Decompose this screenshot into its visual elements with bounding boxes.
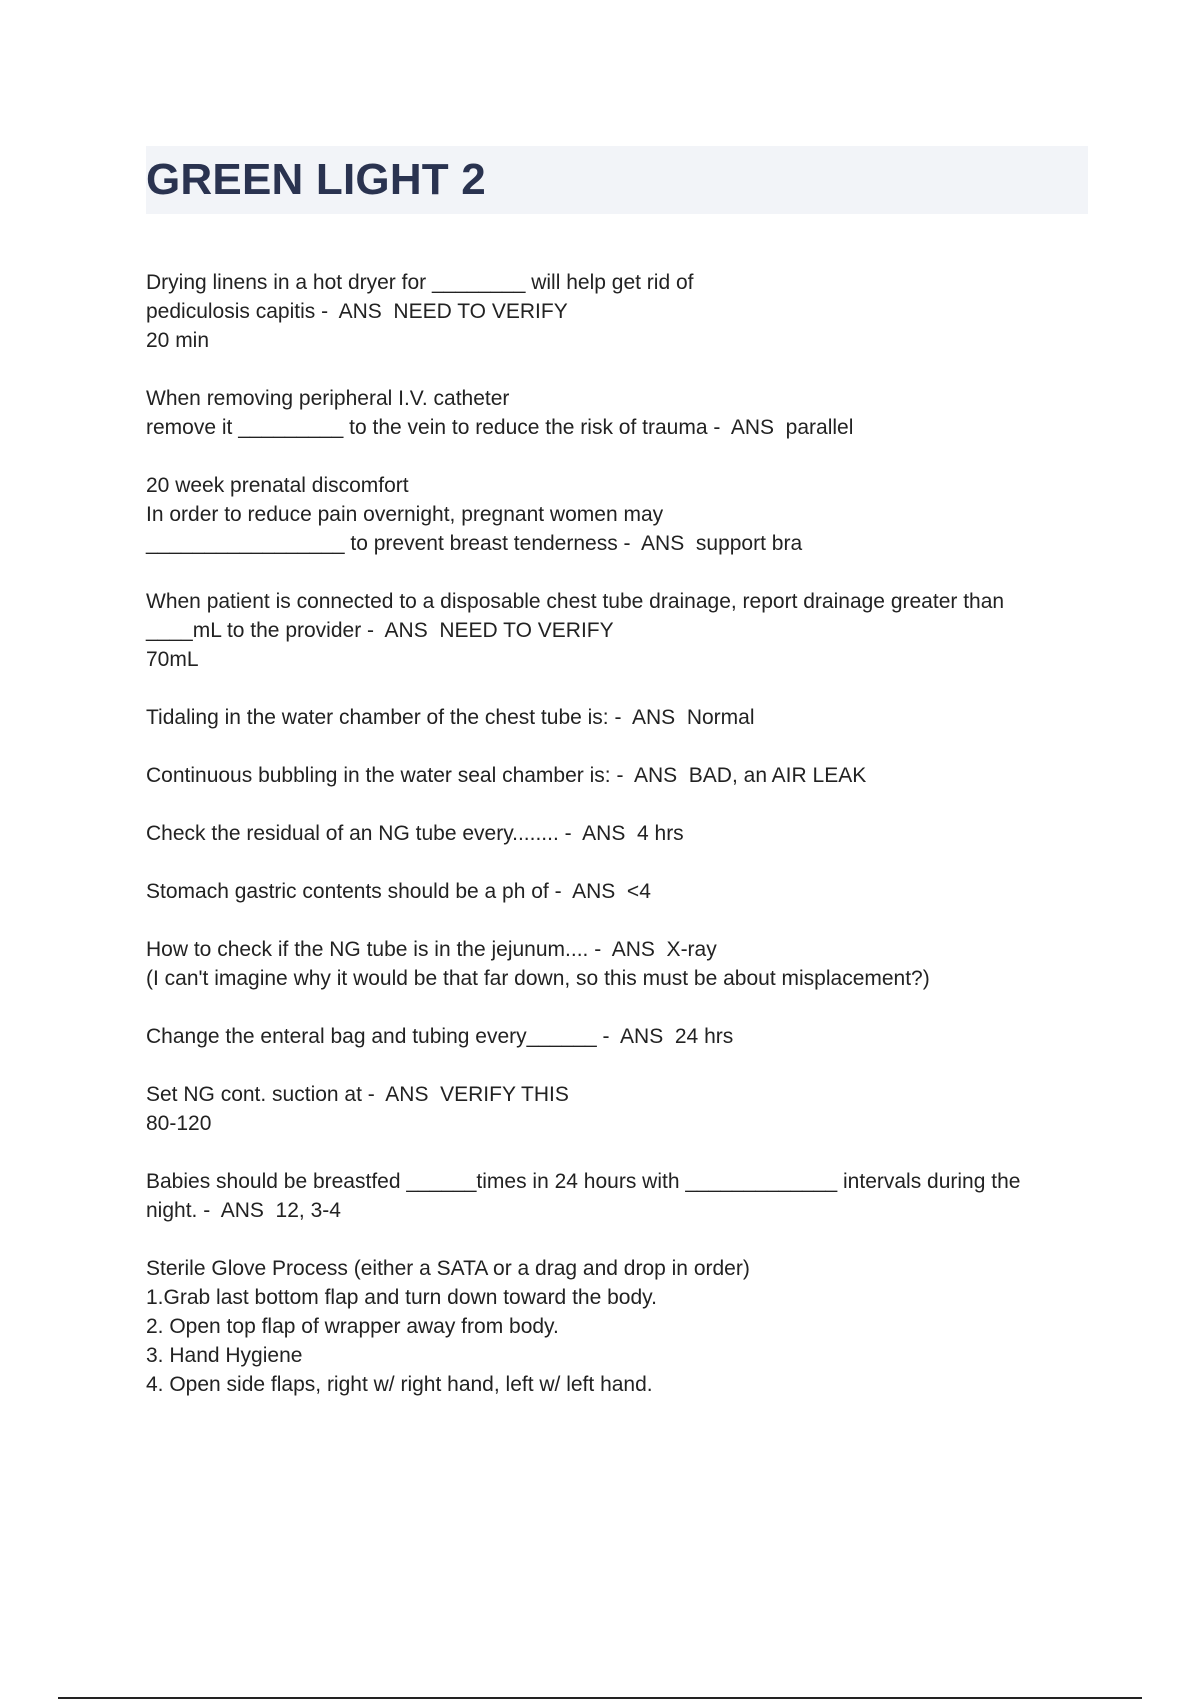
document-body — [146, 268, 1096, 1428]
text-line: (I can't imagine why it would be that far down, so this must be about misplacement?) — [146, 967, 930, 990]
qa-block — [146, 471, 1096, 558]
text-line: 20 min — [146, 329, 210, 352]
text-line: 2. Open top flap of wrapper away from body. — [146, 1315, 559, 1338]
text-line: 70mL — [146, 648, 199, 671]
text-line: When removing peripheral I.V. catheter — [146, 387, 510, 410]
text-line: 1.Grab last bottom flap and turn down toward the body. — [146, 1286, 657, 1309]
qa-block — [146, 1254, 1096, 1399]
qa-block — [146, 703, 1096, 732]
text-line: 4. Open side flaps, right w/ right hand, left w/ left hand. — [146, 1373, 653, 1396]
text-line: Continuous bubbling in the water seal chamber is: - ANS BAD, an AIR LEAK — [146, 764, 867, 787]
footer-divider — [58, 1697, 1142, 1699]
qa-block — [146, 819, 1096, 848]
text-line: When patient is connected to a disposable chest tube drainage, report drainage greater than — [146, 590, 1005, 613]
text-line: Check the residual of an NG tube every........ - ANS 4 hrs — [146, 822, 684, 845]
qa-block — [146, 877, 1096, 906]
text-line: 80-120 — [146, 1112, 212, 1135]
qa-block — [146, 935, 1096, 993]
text-line: ____mL to the provider - ANS NEED TO VERIFY — [146, 619, 614, 642]
qa-block — [146, 384, 1096, 442]
text-line: _________________ to prevent breast tenderness - ANS support bra — [146, 532, 803, 555]
qa-block — [146, 587, 1096, 674]
text-line: Stomach gastric contents should be a ph of - ANS <4 — [146, 880, 651, 903]
qa-block — [146, 1080, 1096, 1138]
text-line: Tidaling in the water chamber of the chest tube is: - ANS Normal — [146, 706, 755, 729]
qa-block — [146, 761, 1096, 790]
text-line: How to check if the NG tube is in the jejunum.... - ANS X-ray — [146, 938, 717, 961]
text-line: Drying linens in a hot dryer for ________ will help get rid of — [146, 271, 694, 294]
text-line: Sterile Glove Process (either a SATA or a drag and drop in order) — [146, 1257, 750, 1280]
page-title: GREEN LIGHT 2 — [146, 155, 486, 204]
qa-block — [146, 1167, 1096, 1225]
text-line: Set NG cont. suction at - ANS VERIFY THIS — [146, 1083, 569, 1106]
text-line: night. - ANS 12, 3-4 — [146, 1199, 341, 1222]
text-line: In order to reduce pain overnight, pregnant women may — [146, 503, 664, 526]
text-line: 20 week prenatal discomfort — [146, 474, 409, 497]
text-line: Babies should be breastfed ______times in 24 hours with _____________ intervals during the — [146, 1170, 1021, 1193]
text-line: Change the enteral bag and tubing every______ - ANS 24 hrs — [146, 1025, 734, 1048]
text-line: pediculosis capitis - ANS NEED TO VERIFY — [146, 300, 568, 323]
qa-block — [146, 1022, 1096, 1051]
text-line: remove it _________ to the vein to reduce the risk of trauma - ANS parallel — [146, 416, 854, 439]
text-line: 3. Hand Hygiene — [146, 1344, 303, 1367]
qa-block — [146, 268, 1096, 355]
